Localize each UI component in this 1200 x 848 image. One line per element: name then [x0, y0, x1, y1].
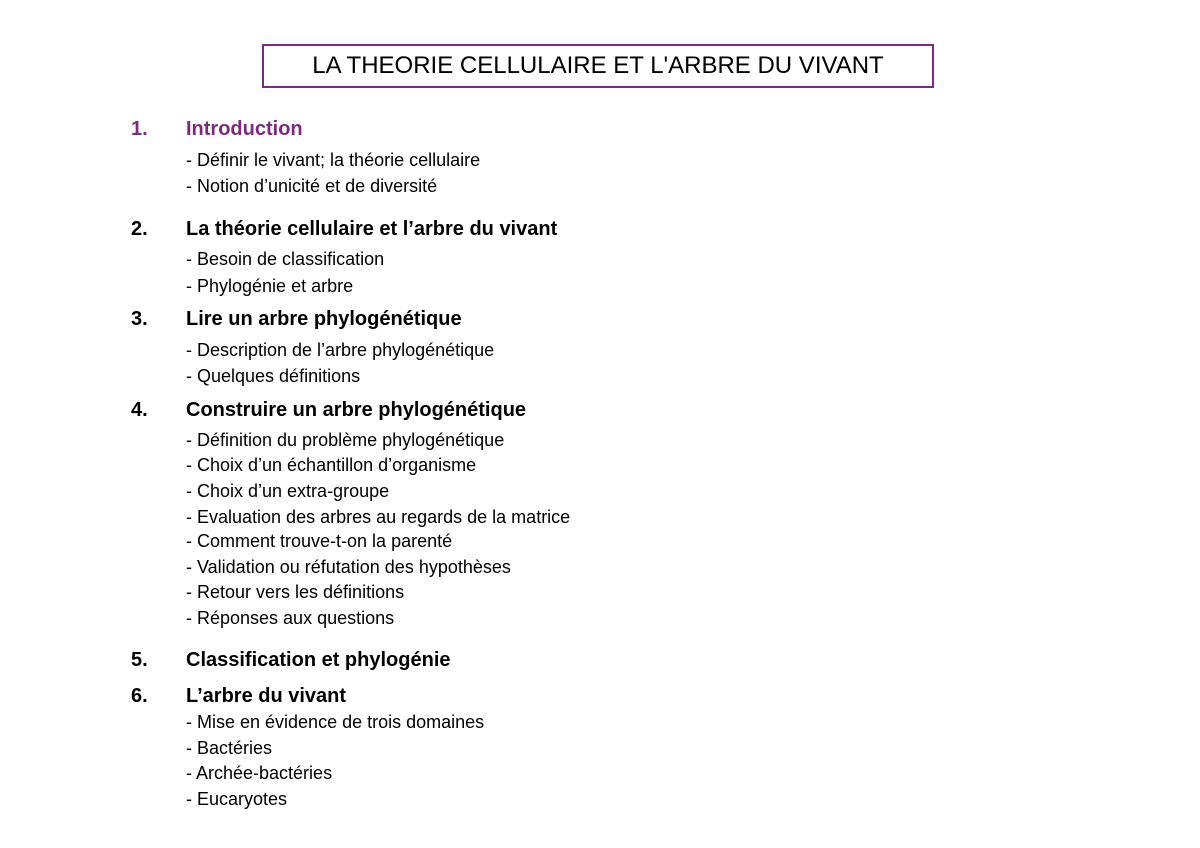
section-3-item-2: - Quelques définitions: [186, 366, 361, 386]
section-4-number: 4.: [131, 399, 148, 421]
section-4-item-1: - Définition du problème phylogénétique: [186, 430, 505, 450]
section-1-item-2: - Notion d’unicité et de diversité: [186, 176, 438, 196]
section-3-number: 3.: [131, 308, 148, 330]
section-2-item-2: - Phylogénie et arbre: [186, 276, 354, 296]
section-1-number: 1.: [131, 118, 148, 140]
section-3-title: Lire un arbre phylogénétique: [186, 308, 462, 330]
document-title: LA THEORIE CELLULAIRE ET L'ARBRE DU VIVANT: [262, 44, 934, 88]
section-6-item-4: - Eucaryotes: [186, 789, 288, 809]
section-5-title: Classification et phylogénie: [186, 649, 451, 671]
section-3-item-1: - Description de l’arbre phylogénétique: [186, 340, 495, 360]
section-4-item-6: - Validation ou réfutation des hypothèses: [186, 557, 511, 577]
section-2-number: 2.: [131, 218, 148, 240]
section-6-item-2: - Bactéries: [186, 738, 273, 758]
section-4-item-7: - Retour vers les définitions: [186, 582, 405, 602]
section-4-item-8: - Réponses aux questions: [186, 608, 395, 628]
section-6-number: 6.: [131, 685, 148, 707]
section-4-title: Construire un arbre phylogénétique: [186, 399, 527, 421]
section-2-item-1: - Besoin de classification: [186, 249, 385, 269]
section-6-title: L’arbre du vivant: [186, 685, 347, 707]
section-1-title: Introduction: [186, 118, 303, 140]
section-4-item-5: - Comment trouve-t-on la parenté: [186, 531, 453, 551]
section-4-item-3: - Choix d’un extra-groupe: [186, 481, 390, 501]
section-1-item-1: - Définir le vivant; la théorie cellulaire: [186, 150, 481, 170]
section-5-number: 5.: [131, 649, 148, 671]
section-4-item-4: - Evaluation des arbres au regards de la matrice: [186, 507, 571, 527]
section-4-item-2: - Choix d’un échantillon d’organisme: [186, 455, 477, 475]
section-2-title: La théorie cellulaire et l’arbre du vivant: [186, 218, 558, 240]
section-6-item-1: - Mise en évidence de trois domaines: [186, 712, 485, 732]
section-6-item-3: - Archée-bactéries: [186, 763, 333, 783]
